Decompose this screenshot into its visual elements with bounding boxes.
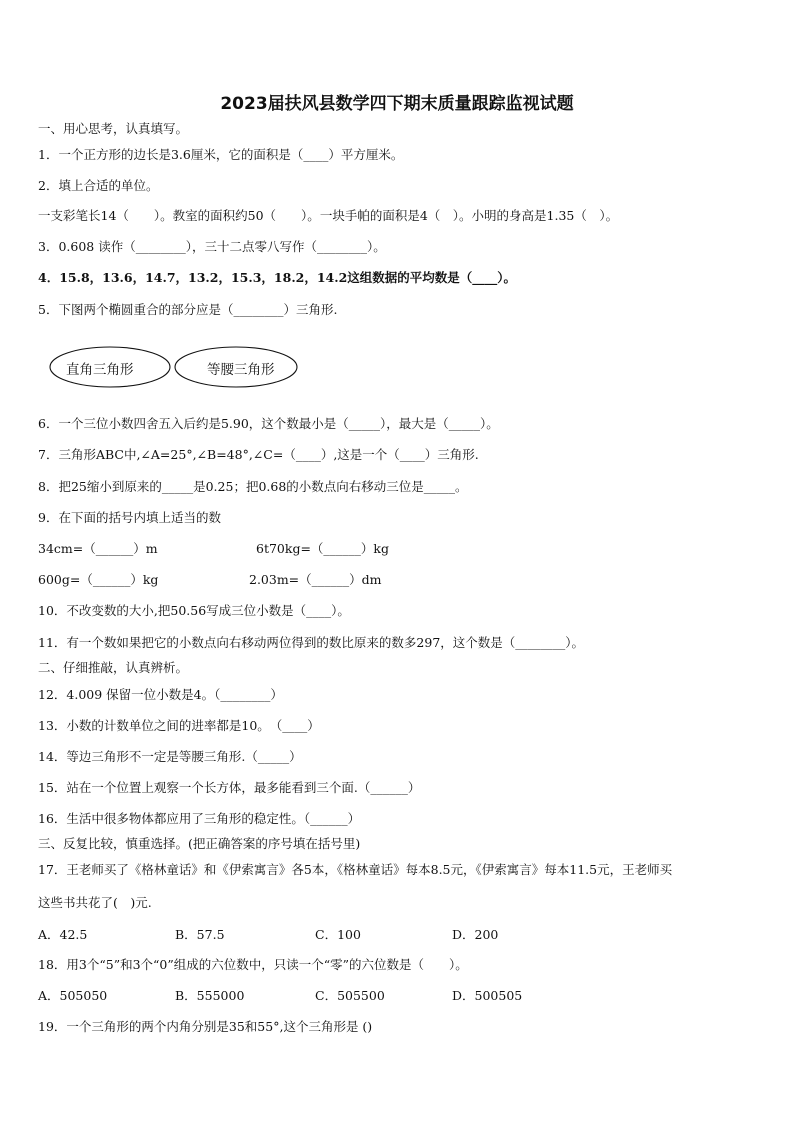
- question-5: 5．下图两个椭圆重合的部分应是（________）三角形.: [38, 302, 338, 317]
- question-10: 10．不改变数的大小,把50.56写成三位小数是（____）。: [38, 603, 350, 618]
- q18-option-a: A．505050: [38, 988, 108, 1003]
- page-title: 2023届扶风县数学四下期末质量跟踪监视试题: [220, 94, 574, 114]
- question-12: 12．4.009 保留一位小数是4。（________）: [38, 687, 283, 702]
- q18-option-d: D．500505: [452, 988, 523, 1003]
- section-2-heading: 二、仔细推敲，认真辨析。: [38, 660, 189, 675]
- question-19: 19．一个三角形的两个内角分别是35和55°,这个三角形是 (): [38, 1019, 373, 1034]
- q17-option-a: A．42.5: [38, 927, 88, 942]
- question-9b: 6t70kg=（______）kg: [256, 541, 390, 556]
- question-1: 1．一个正方形的边长是3.6厘米，它的面积是（____）平方厘米。: [38, 147, 404, 162]
- venn-right-label: 等腰三角形: [207, 362, 275, 378]
- question-15: 15．站在一个位置上观察一个长方体，最多能看到三个面.（______）: [38, 780, 421, 795]
- section-1-heading: 一、用心思考，认真填写。: [38, 121, 189, 136]
- question-9: 9．在下面的括号内填上适当的数: [38, 510, 221, 525]
- q18-option-c: C．505500: [315, 988, 385, 1003]
- question-4: 4．15.8，13.6，14.7，13.2，15.3，18.2，14.2这组数据的平均数是（____）。: [38, 270, 517, 285]
- question-16: 16．生活中很多物体都应用了三角形的稳定性。（______）: [38, 811, 361, 826]
- question-9d: 2.03m=（______）dm: [249, 572, 382, 587]
- section-3-heading: 三、反复比较，慎重选择。(把正确答案的序号填在括号里): [38, 836, 361, 851]
- question-7: 7．三角形ABC中,∠A=25°,∠B=48°,∠C=（____）,这是一个（____）三角形.: [38, 447, 479, 462]
- question-9c: 600g=（______）kg: [38, 572, 159, 587]
- venn-diagram: [48, 344, 300, 390]
- question-9a: 34cm=（______）m: [38, 541, 158, 556]
- question-2: 2．填上合适的单位。: [38, 178, 159, 193]
- question-14: 14．等边三角形不一定是等腰三角形.（_____）: [38, 749, 302, 764]
- q17-option-b: B．57.5: [175, 927, 225, 942]
- question-13: 13．小数的计数单位之间的进率都是10。 （____）: [38, 718, 320, 733]
- question-3: 3．0.608 读作（________），三十二点零八写作（________）。: [38, 239, 386, 254]
- question-2-units: 一支彩笔长14（ ）。教室的面积约50（ ）。一块手帕的面积是4（ ）。小明的身高是1.35（ ）。: [38, 208, 619, 223]
- question-17: 17．王老师买了《格林童话》和《伊索寓言》各5本，《格林童话》每本8.5元，《伊索寓言》每本11.5元，王老师买: [38, 862, 673, 877]
- question-8: 8．把25缩小到原来的_____是0.25；把0.68的小数点向右移动三位是_____。: [38, 479, 468, 494]
- q18-option-b: B．555000: [175, 988, 245, 1003]
- question-11: 11．有一个数如果把它的小数点向右移动两位得到的数比原来的数多297，这个数是（________）。: [38, 635, 585, 650]
- question-17-cont: 这些书共花了( )元.: [38, 895, 152, 910]
- q17-option-c: C．100: [315, 927, 361, 942]
- q17-option-d: D．200: [452, 927, 499, 942]
- question-18: 18．用3个“5”和3个“0”组成的六位数中，只读一个“零”的六位数是（ ）。: [38, 957, 468, 972]
- question-6: 6．一个三位小数四舍五入后约是5.90，这个数最小是（_____），最大是（_____）。: [38, 416, 499, 431]
- venn-left-label: 直角三角形: [66, 362, 134, 378]
